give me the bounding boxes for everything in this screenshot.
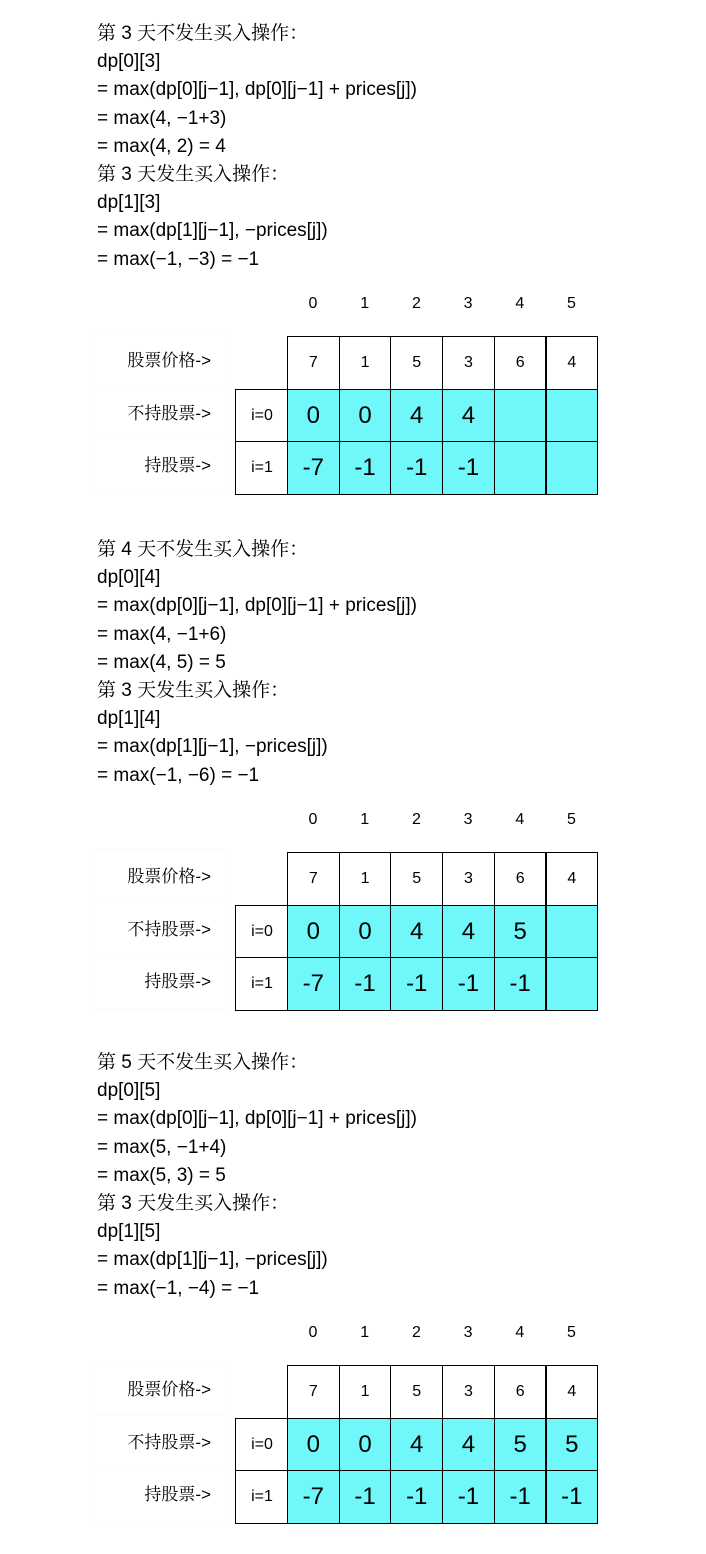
column-index: 2 xyxy=(411,1324,421,1341)
price-cell: 5 xyxy=(390,336,443,390)
dp-no-hold-cell: 0 xyxy=(287,389,340,443)
derivation-line: = max(4, 2) = 4 xyxy=(97,135,226,157)
dp-hold-cell: -7 xyxy=(287,1470,340,1524)
dp-hold-cell: -1 xyxy=(442,1470,495,1524)
step-block xyxy=(0,0,706,512)
state-index-cell: i=1 xyxy=(235,441,289,495)
dp-hold-cell: -1 xyxy=(390,957,443,1011)
no-hold-row-label: 不持股票-> xyxy=(91,387,229,440)
price-cell: 4 xyxy=(546,852,599,906)
derivation-line: = max(−1, −3) = −1 xyxy=(97,248,260,270)
price-cell: 7 xyxy=(287,1365,340,1419)
price-row-label: 股票价格-> xyxy=(91,334,229,387)
derivation-line: dp[1][5] xyxy=(97,1221,161,1243)
price-cell: 1 xyxy=(339,336,392,390)
derivation-line: 第 3 天发生买入操作： xyxy=(97,1192,290,1214)
derivation-line: 第 3 天发生买入操作： xyxy=(97,679,290,701)
derivation-line: dp[1][4] xyxy=(97,708,161,730)
dp-hold-cell: -1 xyxy=(390,1470,443,1524)
hold-row-label: 持股票-> xyxy=(91,1468,229,1521)
derivation-line: dp[0][3] xyxy=(97,51,161,73)
dp-no-hold-cell: 4 xyxy=(442,1418,495,1472)
price-cell: 1 xyxy=(339,852,392,906)
dp-no-hold-cell: 4 xyxy=(442,905,495,959)
price-row-label: 股票价格-> xyxy=(91,1363,229,1416)
dp-hold-cell xyxy=(546,441,599,495)
price-cell: 3 xyxy=(442,336,495,390)
state-index-cell: i=1 xyxy=(235,957,289,1011)
column-index: 4 xyxy=(515,811,525,828)
state-index-cell: i=0 xyxy=(235,1418,289,1472)
dp-hold-cell: -1 xyxy=(339,1470,392,1524)
derivation-line: = max(dp[1][j−1], −prices[j]) xyxy=(97,736,328,758)
dp-hold-cell xyxy=(546,957,599,1011)
price-cell: 5 xyxy=(390,1365,443,1419)
derivation-line: = max(dp[0][j−1], dp[0][j−1] + prices[j]) xyxy=(97,595,417,617)
column-index: 4 xyxy=(515,1324,525,1341)
price-cell: 7 xyxy=(287,852,340,906)
dp-no-hold-cell: 0 xyxy=(339,389,392,443)
hold-row-label: 持股票-> xyxy=(91,439,229,492)
price-cell: 3 xyxy=(442,852,495,906)
derivation-line: = max(4, −1+6) xyxy=(97,623,227,645)
price-cell: 6 xyxy=(494,852,547,906)
dp-no-hold-cell: 0 xyxy=(339,905,392,959)
price-cell: 7 xyxy=(287,336,340,390)
column-index: 1 xyxy=(360,811,370,828)
dp-no-hold-cell: 5 xyxy=(546,1418,599,1472)
state-index-cell: i=0 xyxy=(235,905,289,959)
derivation-line: 第 5 天不发生买入操作： xyxy=(97,1052,309,1073)
dp-hold-cell: -1 xyxy=(494,957,547,1011)
derivation-line: = max(4, 5) = 5 xyxy=(97,651,226,673)
column-index: 5 xyxy=(567,295,576,312)
dp-hold-cell: -1 xyxy=(546,1470,599,1524)
derivation-line: dp[1][3] xyxy=(97,192,161,214)
column-index: 4 xyxy=(515,295,525,312)
dp-no-hold-cell: 5 xyxy=(494,1418,547,1472)
column-index: 3 xyxy=(463,295,473,312)
price-row-label: 股票价格-> xyxy=(91,850,229,903)
derivation-line: 第 3 天不发生买入操作： xyxy=(97,23,309,44)
price-cell: 4 xyxy=(546,1365,599,1419)
dp-hold-cell: -7 xyxy=(287,957,340,1011)
derivation-line: = max(dp[1][j−1], −prices[j]) xyxy=(97,1249,328,1271)
column-index: 1 xyxy=(360,1324,370,1341)
state-index-cell: i=1 xyxy=(235,1470,289,1524)
column-index: 2 xyxy=(411,811,421,828)
dp-no-hold-cell: 0 xyxy=(287,905,340,959)
column-index: 3 xyxy=(463,1324,473,1341)
dp-hold-cell: -1 xyxy=(442,957,495,1011)
price-cell: 4 xyxy=(546,336,599,390)
dp-no-hold-cell: 4 xyxy=(390,1418,443,1472)
derivation-line: = max(−1, −4) = −1 xyxy=(97,1277,260,1299)
dp-hold-cell: -1 xyxy=(494,1470,547,1524)
column-index: 3 xyxy=(463,811,473,828)
derivation-line: = max(dp[1][j−1], −prices[j]) xyxy=(97,220,328,242)
derivation-line: = max(4, −1+3) xyxy=(97,107,227,129)
derivation-line: 第 3 天发生买入操作： xyxy=(97,163,290,185)
column-index: 1 xyxy=(360,295,370,312)
column-index: 0 xyxy=(308,811,318,828)
dp-hold-cell xyxy=(494,441,547,495)
derivation-line: = max(dp[0][j−1], dp[0][j−1] + prices[j]) xyxy=(97,79,417,101)
column-index: 5 xyxy=(567,811,576,828)
column-index: 5 xyxy=(567,1324,576,1341)
price-cell: 3 xyxy=(442,1365,495,1419)
dp-no-hold-cell xyxy=(546,905,599,959)
dp-no-hold-cell: 5 xyxy=(494,905,547,959)
column-index: 0 xyxy=(308,1324,318,1341)
derivation-line: = max(−1, −6) = −1 xyxy=(97,764,260,786)
derivation-text xyxy=(97,20,417,274)
dp-hold-cell: -1 xyxy=(339,957,392,1011)
derivation-line: = max(5, 3) = 5 xyxy=(97,1164,226,1186)
column-index: 0 xyxy=(308,295,318,312)
dp-hold-cell: -7 xyxy=(287,441,340,495)
price-cell: 6 xyxy=(494,336,547,390)
derivation-text xyxy=(97,536,417,790)
no-hold-row-label: 不持股票-> xyxy=(91,1416,229,1469)
step-block xyxy=(0,516,706,1028)
price-cell: 6 xyxy=(494,1365,547,1419)
derivation-line: dp[0][5] xyxy=(97,1080,161,1102)
dp-no-hold-cell xyxy=(546,389,599,443)
dp-no-hold-cell: 4 xyxy=(390,905,443,959)
column-index: 2 xyxy=(411,295,421,312)
step-block xyxy=(0,1029,706,1541)
dp-hold-cell: -1 xyxy=(339,441,392,495)
dp-no-hold-cell: 4 xyxy=(442,389,495,443)
dp-no-hold-cell: 4 xyxy=(390,389,443,443)
no-hold-row-label: 不持股票-> xyxy=(91,903,229,956)
derivation-line: = max(5, −1+4) xyxy=(97,1136,227,1158)
derivation-line: dp[0][4] xyxy=(97,567,161,589)
state-index-cell: i=0 xyxy=(235,389,289,443)
derivation-line: = max(dp[0][j−1], dp[0][j−1] + prices[j]) xyxy=(97,1108,417,1130)
price-cell: 5 xyxy=(390,852,443,906)
hold-row-label: 持股票-> xyxy=(91,955,229,1008)
price-cell: 1 xyxy=(339,1365,392,1419)
dp-no-hold-cell: 0 xyxy=(287,1418,340,1472)
derivation-text xyxy=(97,1049,417,1303)
derivation-line: 第 4 天不发生买入操作： xyxy=(97,539,309,560)
dp-no-hold-cell xyxy=(494,389,547,443)
dp-hold-cell: -1 xyxy=(442,441,495,495)
dp-hold-cell: -1 xyxy=(390,441,443,495)
dp-no-hold-cell: 0 xyxy=(339,1418,392,1472)
